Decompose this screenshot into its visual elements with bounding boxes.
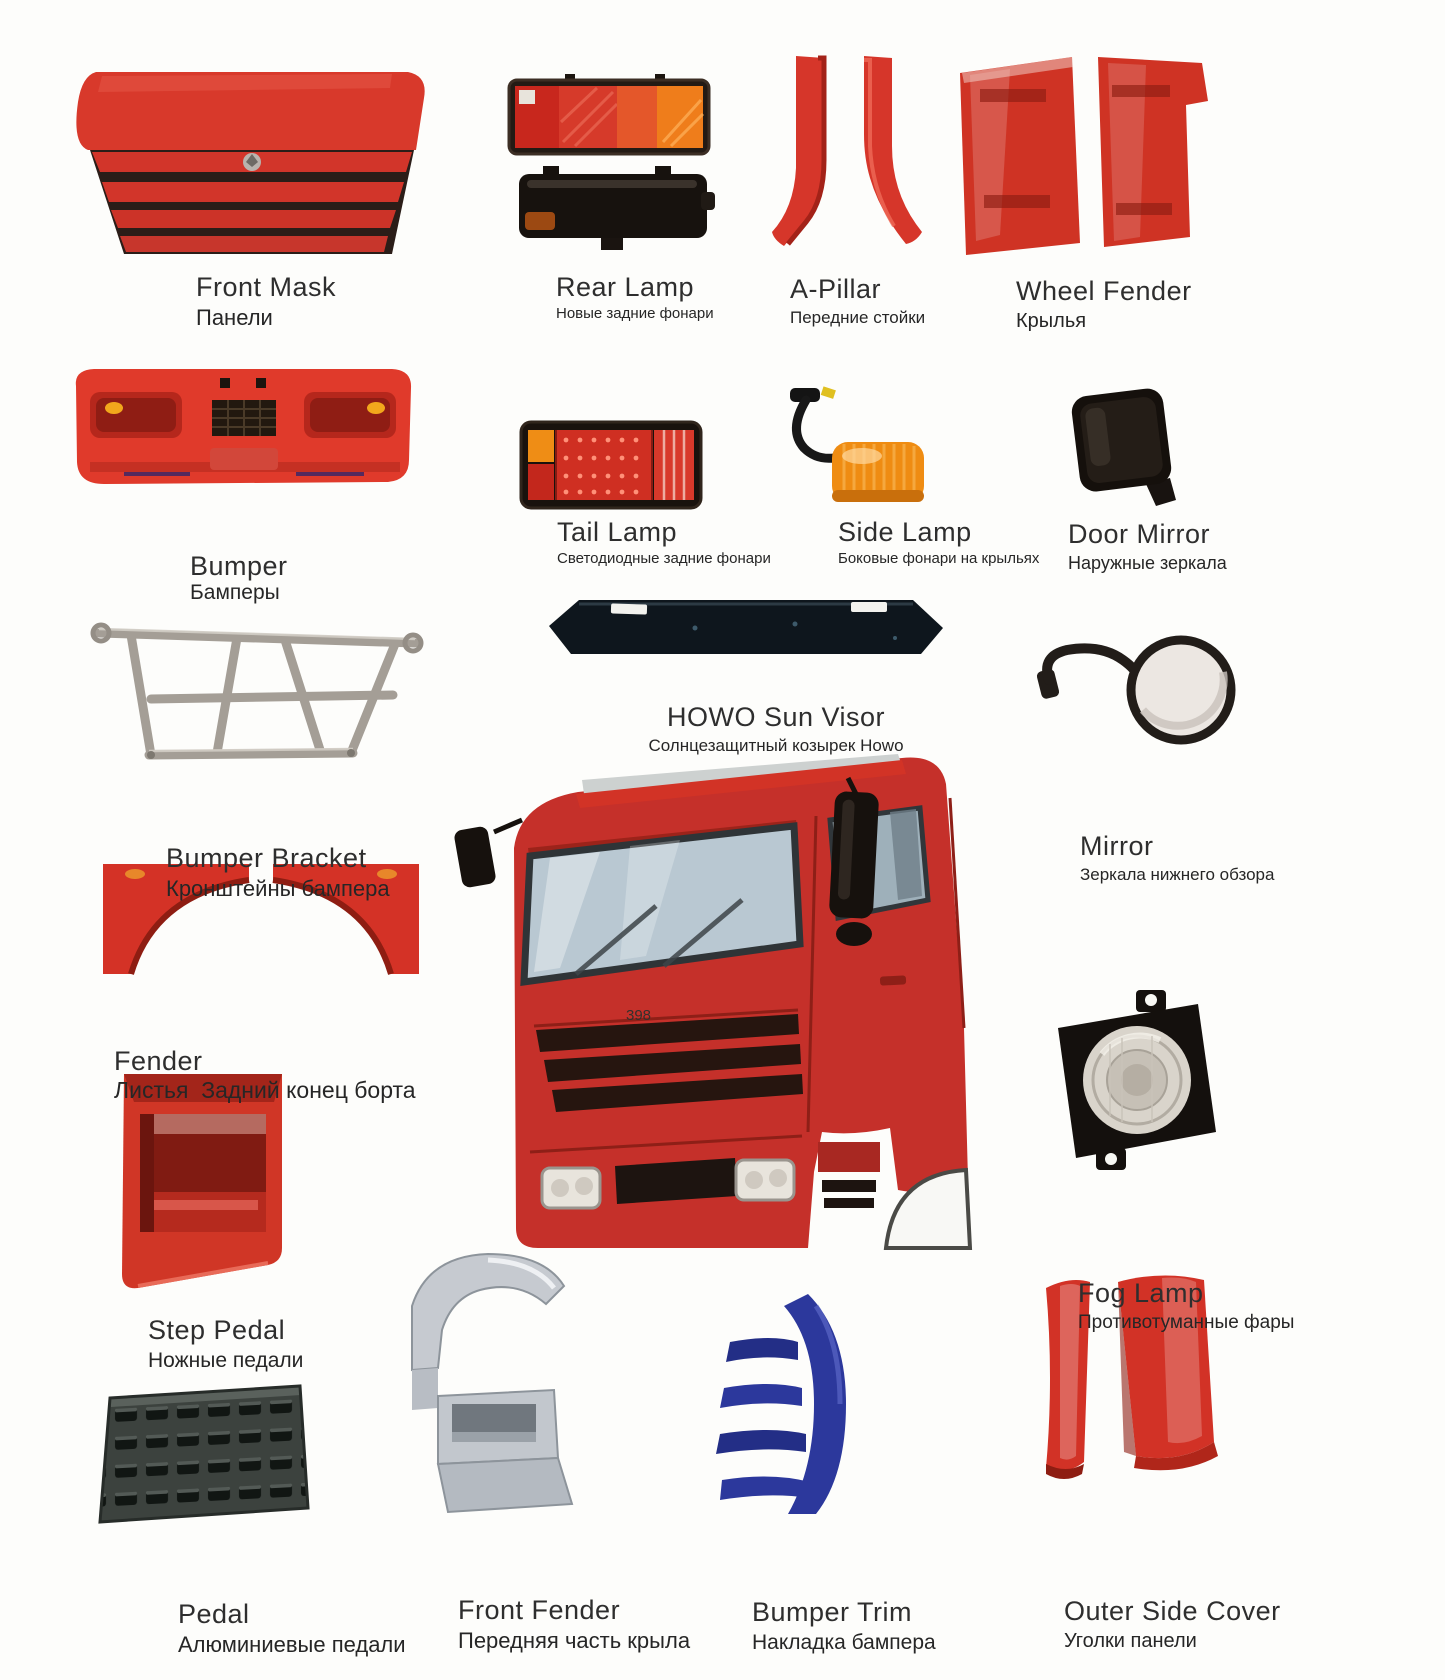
- part-name-en: Side Lamp: [838, 517, 972, 547]
- part-name-en: Outer Side Cover: [1064, 1596, 1281, 1626]
- part-name-en: Bumper Trim: [752, 1597, 913, 1627]
- truck-cab-image: [450, 728, 998, 1268]
- caption-mirror: [1080, 831, 1274, 884]
- part-name-ru: Передние стойки: [790, 308, 926, 328]
- part-name-en: Pedal: [178, 1599, 250, 1629]
- part-name-ru: Ножные педали: [148, 1349, 304, 1373]
- caption-pedal: [178, 1599, 406, 1658]
- door-mirror-image: [1062, 384, 1184, 510]
- fog-lamp-image: [1040, 984, 1232, 1176]
- caption-side-lamp: [838, 517, 1039, 568]
- part-name-en: Step Pedal: [148, 1315, 286, 1345]
- caption-a-pillar: [790, 274, 925, 327]
- bumper-image: [60, 356, 426, 514]
- part-name-ru: Новые задние фонари: [556, 305, 714, 323]
- caption-door-mirror: [1068, 519, 1227, 573]
- part-name-ru: Передняя часть крыла: [458, 1628, 691, 1654]
- caption-fender: [114, 1046, 416, 1104]
- wheel-fender-image: [950, 45, 1222, 267]
- part-name-en: Tail Lamp: [557, 517, 678, 547]
- part-name-ru: Уголки панели: [1064, 1630, 1197, 1653]
- caption-sun-visor: [600, 702, 952, 755]
- rear-lamp-image: [505, 72, 720, 257]
- part-name-en: Fender: [114, 1046, 203, 1076]
- caption-bumper-trim: [752, 1597, 936, 1655]
- bumper-trim-image: [712, 1284, 870, 1526]
- caption-tail-lamp: [557, 517, 771, 568]
- part-name-ru: Светодиодные задние фонари: [557, 550, 771, 568]
- a-pillar-image: [768, 50, 926, 262]
- bumper-bracket-image: [85, 607, 425, 782]
- front-fender-image: [368, 1246, 630, 1528]
- caption-rear-lamp: [556, 272, 714, 323]
- caption-fog-lamp: [1078, 1278, 1294, 1334]
- part-name-ru: Боковые фонари на крыльях: [838, 550, 1040, 568]
- caption-outer-side-cover: [1064, 1596, 1281, 1653]
- caption-wheel-fender: [1016, 276, 1192, 333]
- part-name-en: HOWO Sun Visor: [666, 702, 886, 732]
- cab-badge: 398: [626, 1007, 652, 1024]
- part-name-ru: Панели: [196, 305, 273, 331]
- part-name-en: Bumper Bracket: [166, 843, 367, 873]
- part-name-ru: Противотуманные фары: [1078, 1312, 1295, 1334]
- pedal-image: [94, 1378, 316, 1530]
- caption-front-mask: [196, 272, 336, 331]
- part-name-ru: Солнцезащитный козырек Howo: [648, 736, 904, 756]
- caption-front-fender: [458, 1595, 690, 1654]
- caption-step-pedal: [148, 1315, 303, 1373]
- sun-visor-image: [545, 594, 947, 660]
- front-mask-image: [62, 58, 440, 270]
- part-name-ru: Кронштейны бампера: [166, 876, 390, 902]
- part-name-en: Door Mirror: [1068, 519, 1211, 549]
- part-name-en: Front Fender: [458, 1595, 621, 1625]
- part-name-en: Wheel Fender: [1016, 276, 1192, 306]
- caption-bumper: [190, 551, 288, 605]
- tail-lamp-image: [518, 418, 704, 512]
- part-name-ru: Накладка бампера: [752, 1631, 936, 1655]
- part-name-en: Front Mask: [196, 272, 337, 302]
- part-name-en: Bumper: [190, 551, 288, 581]
- part-name-ru: Зеркала нижнего обзора: [1080, 865, 1275, 885]
- part-name-en: Mirror: [1080, 831, 1154, 861]
- part-name-ru: Бамперы: [190, 581, 280, 605]
- caption-bumper-bracket: [166, 843, 390, 902]
- part-name-ru: Наружные зеркала: [1068, 553, 1227, 574]
- part-name-en: A-Pillar: [790, 274, 882, 304]
- side-lamp-image: [770, 386, 936, 512]
- part-name-en: Rear Lamp: [556, 272, 695, 302]
- part-name-ru: Листья Задний конец борта: [114, 1077, 416, 1104]
- round-mirror-image: [1035, 616, 1241, 758]
- part-name-ru: Крылья: [1016, 310, 1087, 333]
- part-name-ru: Алюминиевые педали: [178, 1632, 406, 1658]
- part-name-en: Fog Lamp: [1078, 1278, 1204, 1308]
